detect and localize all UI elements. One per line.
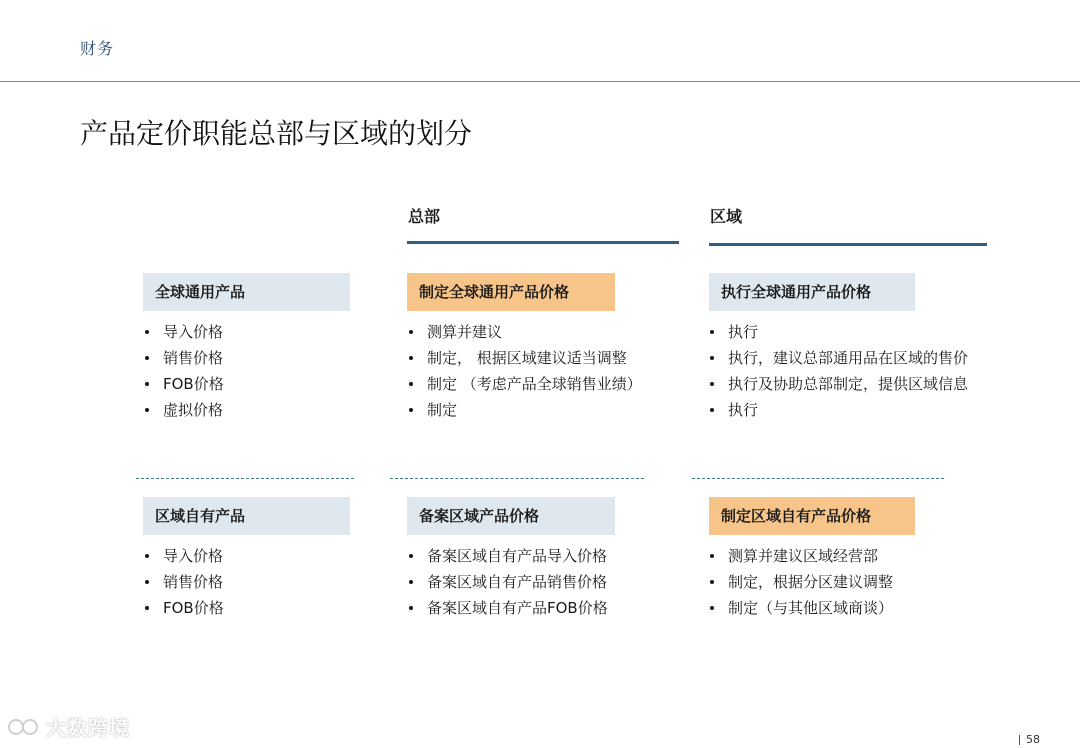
page-title: 产品定价职能总部与区域的划分 — [80, 117, 473, 150]
list-item: 测算并建议区域经营部 — [708, 543, 893, 569]
watermark-logo-icon — [6, 714, 42, 740]
list-item: 制定 （考虑产品全球销售业绩） — [407, 371, 642, 397]
footer-separator — [1019, 735, 1020, 745]
watermark-text: 大数跨境 — [46, 716, 130, 740]
watermark — [6, 712, 130, 741]
hq-list-global — [407, 319, 642, 423]
region-list-global — [708, 319, 968, 423]
list-item: 导入价格 — [143, 319, 224, 345]
column-rule-hq — [407, 241, 679, 244]
hq-list-regional — [407, 543, 608, 621]
column-rule-region — [709, 243, 987, 246]
list-item: 销售价格 — [143, 569, 224, 595]
column-header-region: 区域 — [710, 207, 743, 226]
list-item: 备案区域自有产品销售价格 — [407, 569, 608, 595]
section-label: 财务 — [80, 39, 115, 58]
row-divider — [692, 478, 944, 479]
list-item: 制定 — [407, 397, 642, 423]
region-list-regional — [708, 543, 893, 621]
list-item: 制定，根据分区建议调整 — [708, 569, 893, 595]
list-item: FOB价格 — [143, 595, 224, 621]
list-item: 执行及协助总部制定，提供区域信息 — [708, 371, 968, 397]
list-item: 销售价格 — [143, 345, 224, 371]
list-item: 执行，建议总部通用品在区域的售价 — [708, 345, 968, 371]
list-item: FOB价格 — [143, 371, 224, 397]
category-box-global: 全球通用产品 — [143, 273, 350, 311]
page-number: 58 — [1026, 733, 1040, 746]
list-item: 测算并建议 — [407, 319, 642, 345]
list-item: 执行 — [708, 319, 968, 345]
list-item: 制定， 根据区域建议适当调整 — [407, 345, 642, 371]
category-list-global — [143, 319, 224, 423]
column-header-hq: 总部 — [408, 207, 441, 226]
category-list-regional — [143, 543, 224, 621]
region-box-global: 执行全球通用产品价格 — [709, 273, 915, 311]
row-divider — [136, 478, 354, 479]
region-box-regional: 制定区域自有产品价格 — [709, 497, 915, 535]
list-item: 导入价格 — [143, 543, 224, 569]
category-box-regional: 区域自有产品 — [143, 497, 350, 535]
list-item: 制定（与其他区域商谈） — [708, 595, 893, 621]
list-item: 虚拟价格 — [143, 397, 224, 423]
hq-box-global: 制定全球通用产品价格 — [407, 273, 615, 311]
list-item: 执行 — [708, 397, 968, 423]
hq-box-regional: 备案区域产品价格 — [407, 497, 615, 535]
header-divider — [0, 81, 1080, 82]
row-divider — [390, 478, 644, 479]
list-item: 备案区域自有产品导入价格 — [407, 543, 608, 569]
list-item: 备案区域自有产品FOB价格 — [407, 595, 608, 621]
